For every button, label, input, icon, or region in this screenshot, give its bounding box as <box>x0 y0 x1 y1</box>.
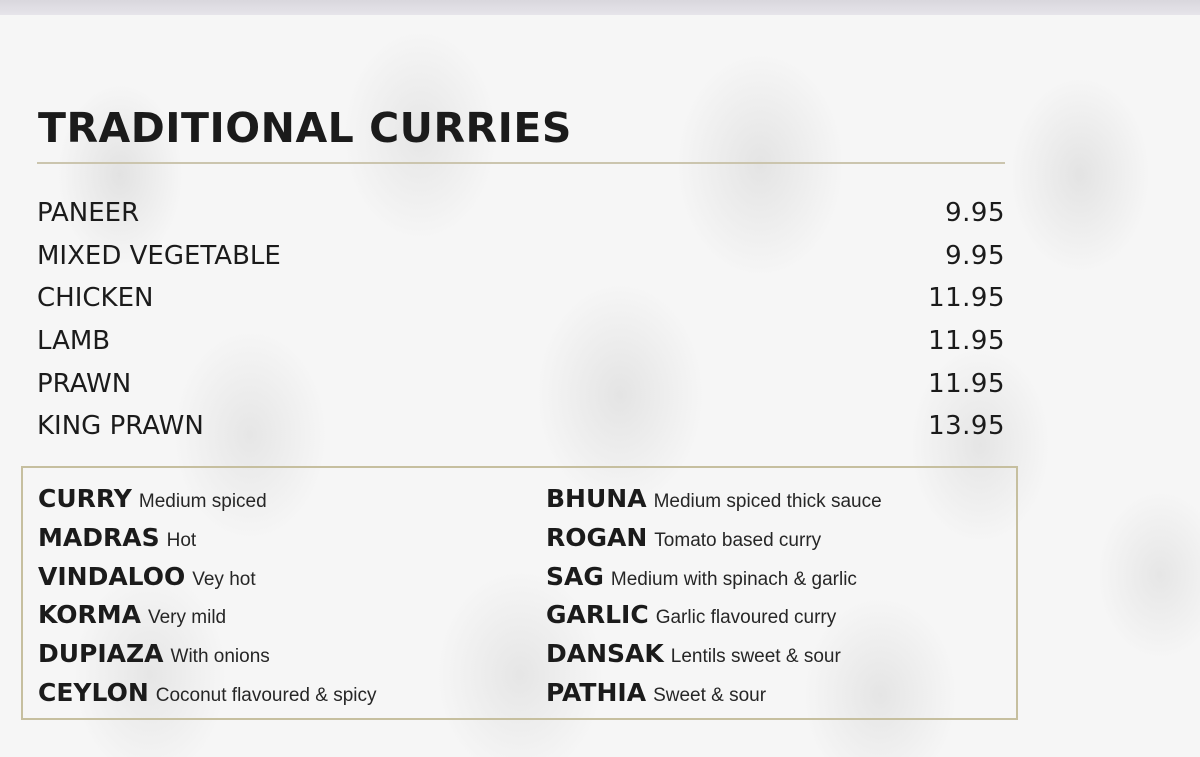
menu-item-name: PANEER <box>37 198 140 229</box>
curry-style-name: PATHIA <box>546 677 647 707</box>
menu-item-name: PRAWN <box>37 368 132 399</box>
curry-style-description: Coconut flavoured & spicy <box>155 684 377 706</box>
curry-price-list <box>37 192 1005 448</box>
curry-style <box>38 519 376 558</box>
curry-style <box>38 596 376 635</box>
curry-style-name: KORMA <box>38 600 141 630</box>
curry-style-name: ROGAN <box>546 522 648 552</box>
curry-style <box>38 635 376 674</box>
curry-style-name: SAG <box>546 561 604 591</box>
menu-item-price: 9.95 <box>945 198 1005 229</box>
menu-item-price: 11.95 <box>928 368 1005 399</box>
curry-style-description: Hot <box>166 529 197 551</box>
curry-style <box>38 480 376 519</box>
menu-item-name: LAMB <box>37 326 111 357</box>
menu-item-price: 11.95 <box>928 283 1005 314</box>
curry-style-description: Medium spiced <box>138 491 267 512</box>
curry-style-description: Garlic flavoured curry <box>655 607 837 629</box>
menu-title: TRADITIONAL CURRIES <box>38 104 572 152</box>
curry-style-description: With onions <box>170 646 270 668</box>
curry-style-name: DANSAK <box>546 639 664 669</box>
curry-style-description: Tomato based curry <box>654 529 822 551</box>
menu-item-name: MIXED VEGETABLE <box>37 240 281 271</box>
menu-item-name: KING PRAWN <box>37 411 204 442</box>
curry-style-description: Very mild <box>147 607 227 629</box>
curry-style <box>38 674 376 713</box>
curry-style-name: GARLIC <box>546 600 649 630</box>
curry-style <box>546 519 882 558</box>
curry-style-name: DUPIAZA <box>38 639 164 669</box>
curry-style <box>38 558 376 597</box>
menu-item-price: 11.95 <box>928 326 1005 357</box>
curry-style-description: Medium spiced thick sauce <box>653 491 882 512</box>
menu-item <box>37 277 1005 320</box>
menu-item-name: CHICKEN <box>37 283 154 314</box>
curry-styles-box <box>21 466 1018 720</box>
title-divider <box>37 162 1005 164</box>
curry-style-description: Sweet & sour <box>653 684 767 706</box>
curry-styles-left-column <box>38 480 376 713</box>
menu-page <box>0 15 1200 757</box>
curry-style-name: BHUNA <box>546 484 647 513</box>
curry-style <box>546 558 882 597</box>
menu-item-price: 9.95 <box>945 240 1005 271</box>
curry-style <box>546 674 882 713</box>
curry-style-name: MADRAS <box>38 522 160 552</box>
curry-style <box>546 635 882 674</box>
menu-item-price: 13.95 <box>928 411 1005 442</box>
menu-item <box>37 362 1005 405</box>
menu-item <box>37 320 1005 363</box>
curry-style-name: VINDALOO <box>38 561 186 591</box>
curry-style-name: CURRY <box>38 484 132 513</box>
curry-style <box>546 480 882 519</box>
top-bar <box>0 0 1200 15</box>
curry-style-name: CEYLON <box>38 677 149 707</box>
curry-style-description: Lentils sweet & sour <box>670 646 841 668</box>
curry-style <box>546 596 882 635</box>
curry-styles-right-column <box>546 480 882 713</box>
curry-style-description: Vey hot <box>192 568 256 590</box>
menu-item <box>37 405 1005 448</box>
curry-style-description: Medium with spinach & garlic <box>610 568 857 590</box>
menu-item <box>37 235 1005 278</box>
menu-item <box>37 192 1005 235</box>
